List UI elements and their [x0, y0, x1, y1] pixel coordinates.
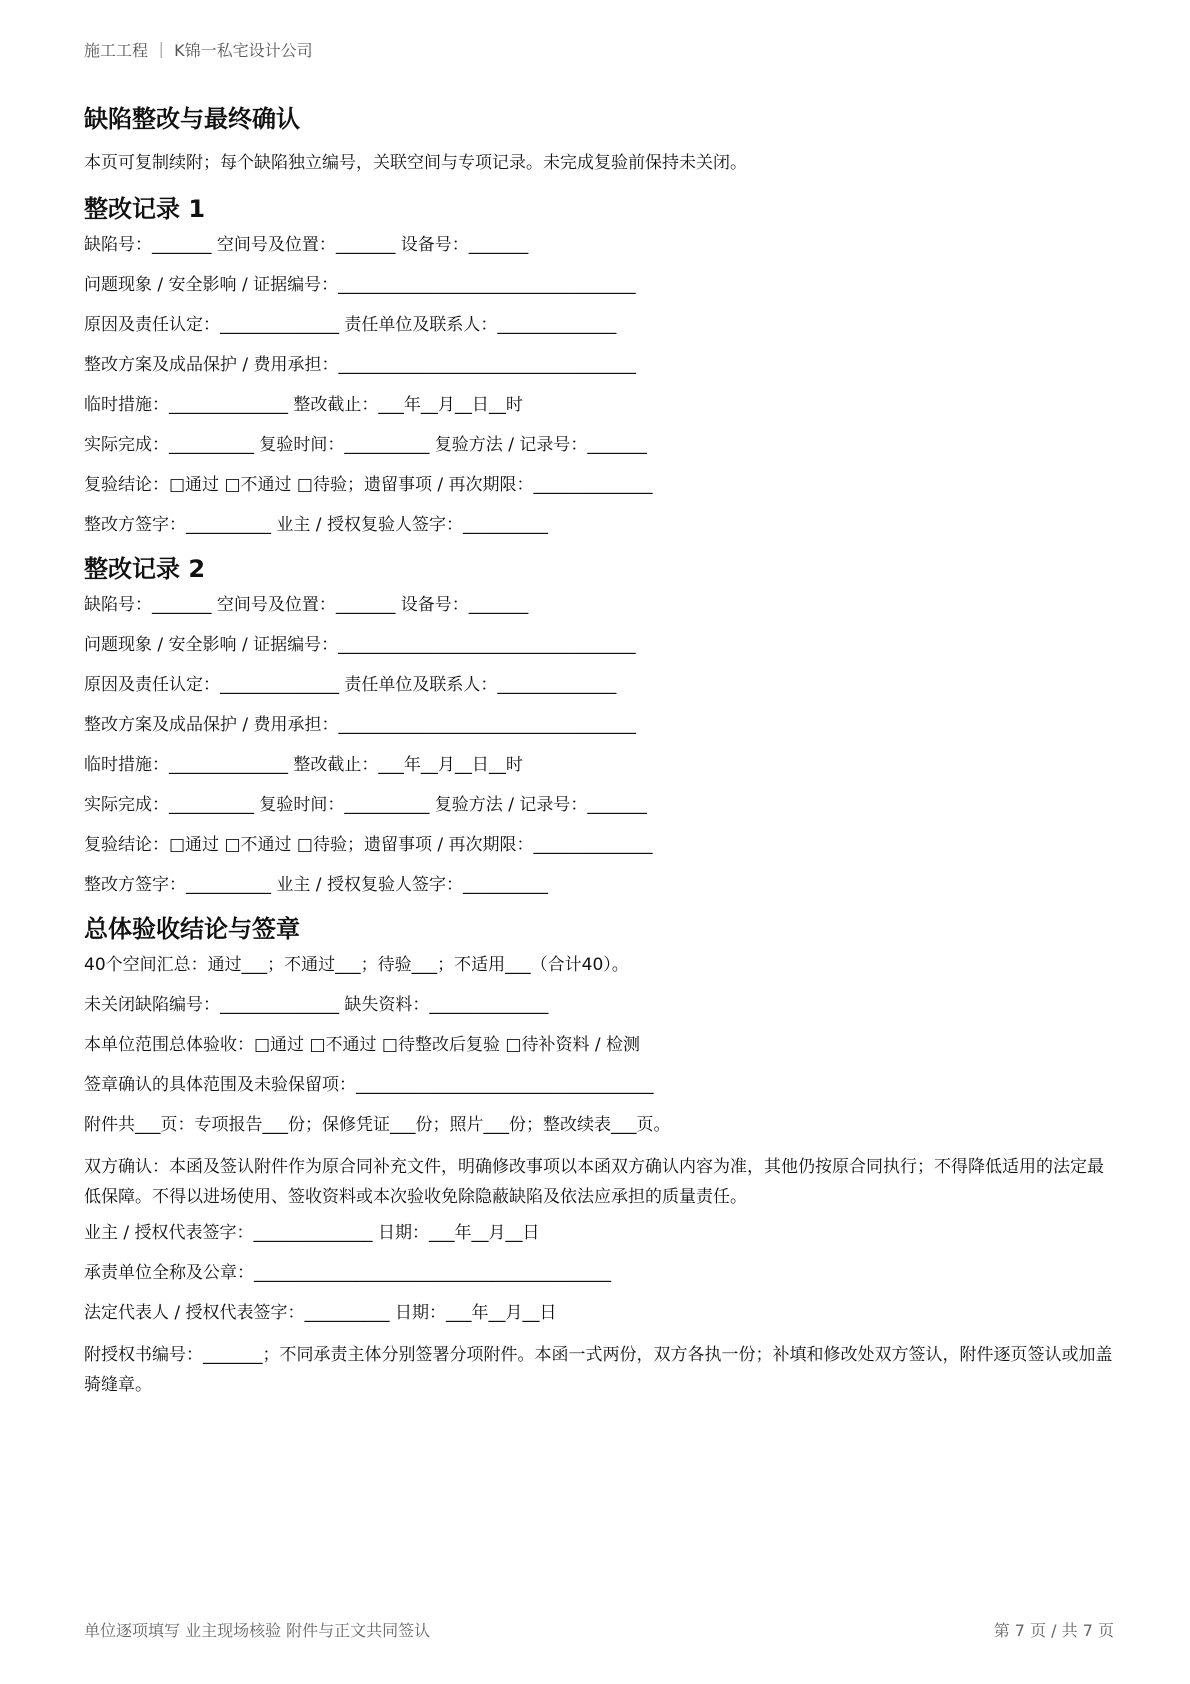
field-line: 整改方签字：__________ 业主 / 授权复验人签字：__________ — [84, 515, 548, 535]
signature-line: 业主 / 授权代表签字：______________ 日期：___年__月__日 — [84, 1223, 540, 1243]
field-line: 整改方签字：__________ 业主 / 授权复验人签字：__________ — [84, 875, 548, 895]
field-line: 缺陷号：_______ 空间号及位置：_______ 设备号：_______ — [84, 235, 529, 255]
field-line: 实际完成：__________ 复验时间：__________ 复验方法 / 记录号：_______ — [84, 435, 647, 455]
record-heading: 整改记录 2 — [84, 555, 206, 583]
record-heading: 整改记录 1 — [84, 195, 206, 223]
authorization-paragraph: 附授权书编号：_______；不同承责主体分别签署分项附件。本函一式两份，双方各执一份；补填和修改处双方签认，附件逐页签认或加盖骑缝章。 — [84, 1345, 1113, 1395]
summary-section — [84, 912, 1114, 1400]
seal-line: 承责单位全称及公章：__________________________________________ — [84, 1263, 611, 1283]
summary-line: 本单位范围总体验收：□通过 □不通过 □待整改后复验 □待补资料 / 检测 — [84, 1035, 640, 1055]
field-line: 整改方案及成品保护 / 费用承担：___________________________________ — [84, 355, 637, 375]
field-line: 问题现象 / 安全影响 / 证据编号：___________________________________ — [84, 635, 636, 655]
record-section-1 — [84, 192, 1114, 539]
page-header: 施工工程 ｜ K锦一私宅设计公司 — [84, 41, 313, 60]
field-line: 缺陷号：_______ 空间号及位置：_______ 设备号：_______ — [84, 595, 529, 615]
summary-line: 签章确认的具体范围及未验保留项：___________________________________ — [84, 1075, 654, 1095]
summary-line: 40个空间汇总：通过___；不通过___；待验___；不适用___（合计40）。 — [84, 955, 629, 975]
field-line: 实际完成：__________ 复验时间：__________ 复验方法 / 记录号：_______ — [84, 795, 647, 815]
page-number: 第 7 页 / 共 7 页 — [993, 1621, 1114, 1640]
field-line: 临时措施：______________ 整改截止：___年__月__日__时 — [84, 395, 523, 415]
summary-heading: 总体验收结论与签章 — [84, 915, 300, 943]
confirmation-paragraph: 双方确认：本函及签认附件作为原合同补充文件，明确修改事项以本函双方确认内容为准，其他仍按原合同执行；不得降低适用的法定最低保障。不得以进场使用、签收资料或本次验收免除隐蔽缺陷及依法应承担的质量责任。 — [84, 1157, 1104, 1207]
field-line: 原因及责任认定：______________ 责任单位及联系人：______________ — [84, 315, 617, 335]
field-line: 复验结论：□通过 □不通过 □待验；遗留事项 / 再次期限：______________ — [84, 475, 653, 495]
field-line: 复验结论：□通过 □不通过 □待验；遗留事项 / 再次期限：______________ — [84, 835, 653, 855]
signature-line: 法定代表人 / 授权代表签字：__________ 日期：___年__月__日 — [84, 1303, 557, 1323]
field-line: 原因及责任认定：______________ 责任单位及联系人：______________ — [84, 675, 617, 695]
field-line: 整改方案及成品保护 / 费用承担：___________________________________ — [84, 715, 637, 735]
intro-text: 本页可复制续附；每个缺陷独立编号，关联空间与专项记录。未完成复验前保持未关闭。 — [84, 153, 747, 173]
document-body — [84, 102, 1114, 1408]
summary-line: 附件共___页：专项报告___份；保修凭证___份；照片___份；整改续表___页。 — [84, 1115, 671, 1135]
record-section-2 — [84, 552, 1114, 899]
field-line: 问题现象 / 安全影响 / 证据编号：___________________________________ — [84, 275, 636, 295]
summary-line: 未关闭缺陷编号：______________ 缺失资料：______________ — [84, 995, 549, 1015]
footer-note: 单位逐项填写 业主现场核验 附件与正文共同签认 — [84, 1621, 431, 1640]
document-title: 缺陷整改与最终确认 — [84, 105, 300, 133]
field-line: 临时措施：______________ 整改截止：___年__月__日__时 — [84, 755, 523, 775]
